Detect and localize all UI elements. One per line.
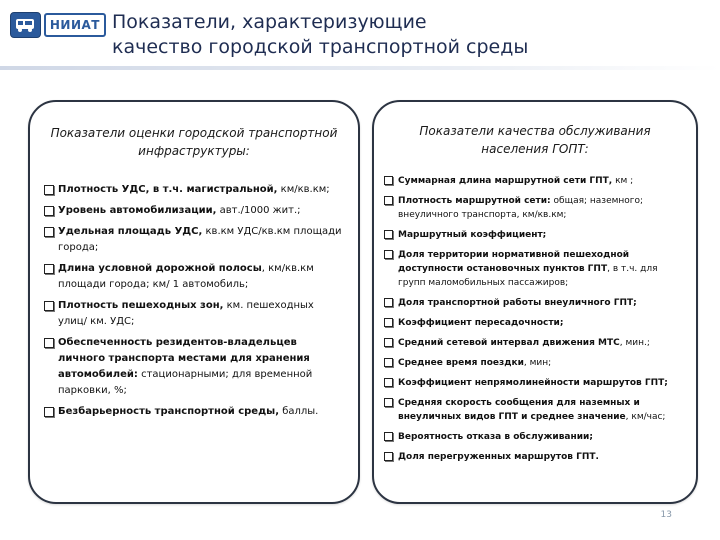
list-item: Плотность маршрутной сети: общая; наземного; внеуличного транспорта, км/кв.км; [384,194,686,222]
checkbox-bullet-icon [384,230,393,239]
title-line-2: качество городской транспортной среды [112,36,529,58]
checkbox-bullet-icon [384,298,393,307]
checkbox-bullet-icon [384,432,393,441]
checkbox-bullet-icon [384,358,393,367]
page-number: 13 [660,510,672,520]
checkbox-bullet-icon [44,338,54,348]
checkbox-bullet-icon [384,338,393,347]
checkbox-bullet-icon [384,378,393,387]
title-divider [0,66,720,70]
logo-text: НИИАТ [44,13,106,37]
list-item: Обеспеченность резидентов-владельцев личного транспорта местами для хранения автомобилей: стационарными; для временной парковки, %; [44,335,344,399]
checkbox-bullet-icon [384,452,393,461]
checkbox-bullet-icon [384,250,393,259]
checkbox-bullet-icon [384,176,393,185]
logo [10,12,106,38]
list-item: Удельная площадь УДС, кв.км УДС/кв.км площади города; [44,224,344,256]
list-item: Длина условной дорожной полосы, км/кв.км площади города; км/ 1 автомобиль; [44,261,344,293]
list-item: Вероятность отказа в обслуживании; [384,430,686,444]
list-item: Коэффициент непрямолинейности маршрутов ГПТ; [384,376,686,390]
list-item: Суммарная длина маршрутной сети ГПТ, км ; [384,174,686,188]
infrastructure-indicator-list [30,160,358,420]
service-panel-heading: Показатели качества обслуживания населения ГОПТ: [419,124,651,156]
list-item: Среднее время поездки, мин; [384,356,686,370]
checkbox-bullet-icon [44,227,54,237]
list-item: Коэффициент пересадочности; [384,316,686,330]
list-item: Плотность пешеходных зон, км. пешеходных улиц/ км. УДС; [44,298,344,330]
page-title [112,10,672,60]
list-item: Уровень автомобилизации, авт./1000 жит.; [44,203,344,219]
checkbox-bullet-icon [44,206,54,216]
service-quality-indicators-panel [372,100,698,504]
infrastructure-indicators-panel [28,100,360,504]
list-item: Доля транспортной работы внеуличного ГПТ; [384,296,686,310]
list-item: Доля перегруженных маршрутов ГПТ. [384,450,686,464]
list-item: Средняя скорость сообщения для наземных и внеуличных видов ГПТ и среднее значение, км/час; [384,396,686,424]
checkbox-bullet-icon [384,398,393,407]
list-item: Плотность УДС, в т.ч. магистральной, км/кв.км; [44,182,344,198]
list-item: Средний сетевой интервал движения МТС, мин.; [384,336,686,350]
service-indicator-list [374,158,696,464]
list-item: Маршрутный коэффициент; [384,228,686,242]
checkbox-bullet-icon [384,318,393,327]
checkbox-bullet-icon [44,185,54,195]
checkbox-bullet-icon [44,407,54,417]
checkbox-bullet-icon [384,196,393,205]
infrastructure-panel-heading: Показатели оценки городской транспортной инфраструктуры: [50,126,338,158]
list-item: Доля территории нормативной пешеходной доступности остановочных пунктов ГПТ, в т.ч. для групп маломобильных пассажиров; [384,248,686,290]
bus-icon [10,12,41,38]
list-item: Безбарьерность транспортной среды, баллы. [44,404,344,420]
title-line-1: Показатели, характеризующие [112,11,427,33]
checkbox-bullet-icon [44,264,54,274]
checkbox-bullet-icon [44,301,54,311]
